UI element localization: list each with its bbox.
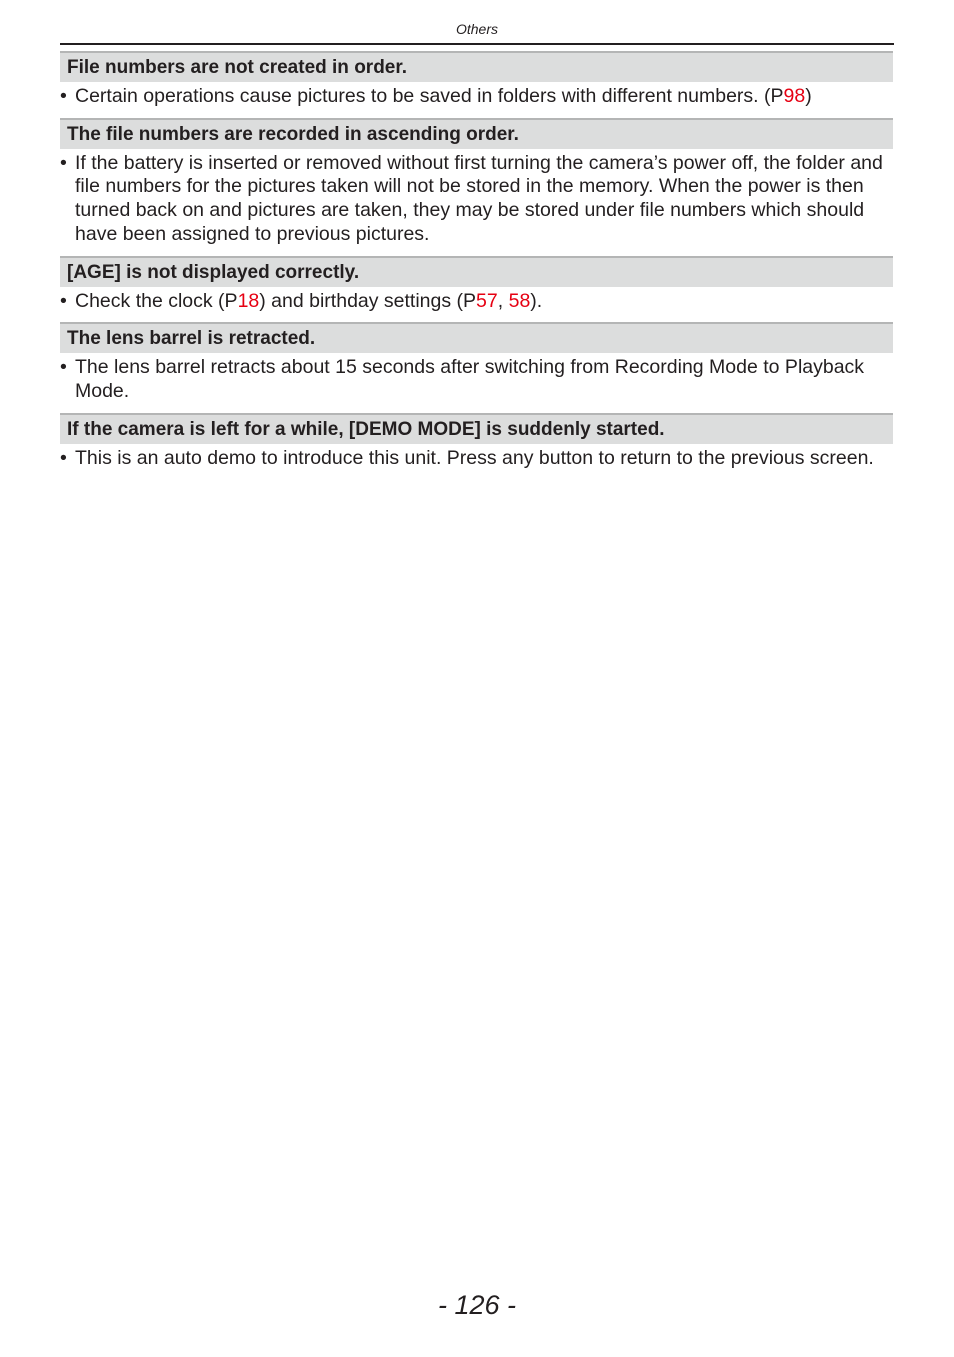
page-reference-link[interactable]: 18 (237, 289, 260, 312)
bullet-item (60, 82, 893, 109)
section-heading: File numbers are not created in order. (60, 51, 893, 82)
bullet-list (60, 149, 893, 247)
page-reference-link[interactable]: 58 (508, 289, 531, 312)
troubleshooting-content (60, 51, 893, 470)
bullet-text: Check the clock (P (75, 289, 238, 312)
bullet-list (60, 444, 893, 471)
section-lens-barrel-retracted (60, 322, 893, 403)
section-heading: [AGE] is not displayed correctly. (60, 256, 893, 287)
header-rule (60, 43, 894, 45)
section-file-numbers-ascending (60, 118, 893, 247)
bullet-text: ) and birthday settings (P (259, 289, 477, 312)
bullet-list (60, 353, 893, 403)
section-file-numbers-not-in-order (60, 51, 893, 109)
bullet-item (60, 287, 893, 314)
bullet-text: Certain operations cause pictures to be saved in folders with different numbers. (P (75, 85, 784, 107)
bullet-item: • The lens barrel retracts about 15 seconds after switching from Recording Mode to Playback Mode. (60, 353, 893, 403)
bullet-text: ) (805, 85, 812, 107)
bullet-item: • If the battery is inserted or removed without first turning the camera’s power off, the folder and file numbers for the pictures taken will not be stored in the memory. When the power is then turned back on and pictures are taken, they may be stored under file numbers which should have been assigned to previous pictures. (60, 149, 893, 247)
bullet-list (60, 82, 893, 109)
section-demo-mode-started (60, 413, 893, 471)
section-age-not-displayed (60, 256, 893, 314)
bullet-text: ). (530, 289, 543, 312)
bullet-text: , (497, 289, 509, 312)
bullet-item: • This is an auto demo to introduce this unit. Press any button to return to the previous screen. (60, 444, 893, 471)
running-header: Others (455, 21, 498, 37)
section-heading: The file numbers are recorded in ascending order. (60, 118, 893, 149)
page-reference-link[interactable]: 98 (783, 85, 806, 107)
bullet-list (60, 287, 893, 314)
section-heading: The lens barrel is retracted. (60, 322, 893, 353)
page-reference-link[interactable]: 57 (476, 289, 498, 312)
section-heading: If the camera is left for a while, [DEMO MODE] is suddenly started. (60, 413, 893, 444)
page-number: - 126 - (437, 1290, 517, 1320)
